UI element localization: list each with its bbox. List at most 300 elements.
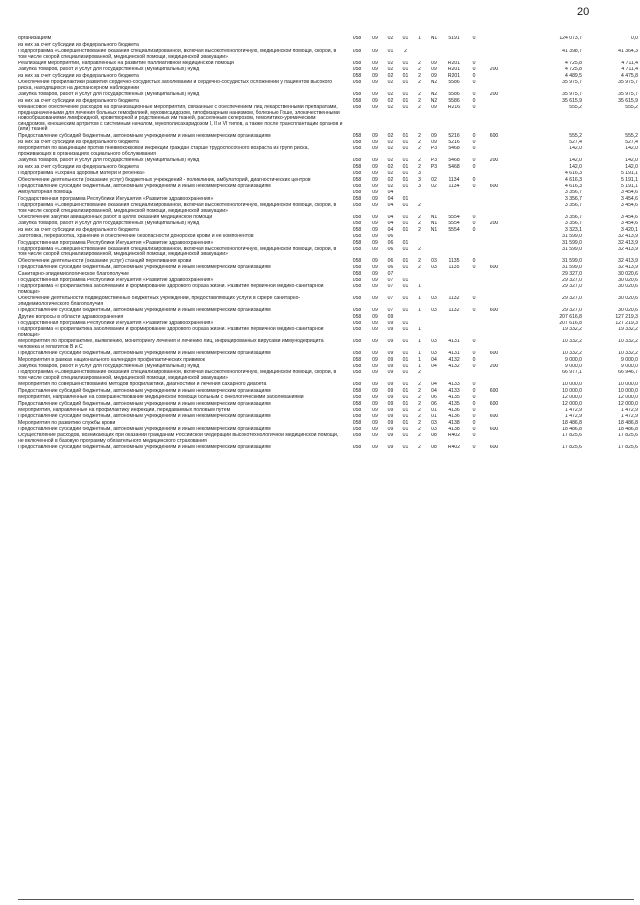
expense-type-code	[482, 105, 506, 134]
amount-year-1: 10 332,2	[562, 350, 582, 357]
expense-type-code	[482, 146, 506, 158]
row-name: Подпрограмма «Совершенствование оказания специализированной, включая высокотехнологичную, медицинской помощи, скорой, в том числе скорой специализированной, медицинской помощи, медицинской эвакуации»	[18, 246, 337, 258]
podrazdel-code: 09	[387, 370, 394, 376]
row-name: Государственная программа Республики Ингушетия «Развитие здравоохранения»	[18, 277, 214, 283]
ved-code: 058	[352, 240, 362, 246]
podrazdel-code: 04	[387, 196, 394, 202]
program-code: 01	[402, 445, 409, 451]
event-code: 03	[431, 350, 437, 357]
table-row	[18, 105, 638, 134]
amount-year-2: 555,2	[625, 133, 638, 139]
event-code: 09	[431, 60, 437, 67]
row-name: Государственная программа Республики Ингушетия «Развитие здравоохранения»	[18, 320, 214, 327]
table-row	[18, 80, 638, 92]
subprogram-code: 2	[418, 401, 421, 407]
row-name: Подпрограмма «Охрана здоровья матери и ребёнка»	[18, 170, 145, 177]
razdel-code: 09	[372, 177, 378, 183]
row-name: Мероприятия по совершенствованию методов профилактики, диагностики и лечения сахарного диабета	[18, 382, 267, 388]
razdel-code: 09	[372, 320, 378, 327]
extra-code: 0	[472, 445, 476, 451]
razdel-code: 09	[372, 339, 378, 345]
amount-year-1: 4 616,3	[565, 183, 582, 189]
event-code: 06	[431, 394, 437, 401]
subprogram-code: 2	[418, 394, 421, 401]
program-code: 01	[402, 295, 409, 302]
row-name: Мероприятия по вакцинации против пневмококковой инфекции граждан старше трудоспособного возраста из групп риска, проживающих в организациях социального обслуживания	[18, 146, 309, 158]
extra-code: 0	[472, 221, 476, 227]
direction-code	[442, 327, 466, 339]
razdel-code: 09	[372, 401, 378, 407]
amount-year-2: 3 454,6	[621, 196, 638, 202]
subprogram-code: 3	[418, 183, 421, 189]
amount-year-1: 35 615,9	[562, 98, 582, 104]
program-code: 01	[402, 327, 409, 333]
razdel-code: 09	[372, 283, 378, 290]
amount-year-1: 4 616,3	[565, 177, 582, 183]
subprogram-code: 3	[418, 170, 421, 177]
extra-code	[466, 247, 482, 259]
razdel-code: 09	[372, 48, 378, 55]
amount-year-1: 12 000,0	[562, 394, 582, 401]
razdel-code: 09	[372, 233, 378, 240]
amount-year-2: 32 413,9	[618, 264, 638, 271]
razdel-code: 09	[372, 139, 378, 146]
row-name: Подпрограмма «Совершенствование оказания специализированной, включая высокотехнологичную, медицинской помощи, скорой, в том числе скорой специализированной, медицинской помощи, медицинской эвакуации»	[18, 202, 337, 214]
podrazdel-code: 02	[387, 91, 394, 98]
expense-type-code: 600	[489, 388, 499, 394]
amount-year-2: 142,0	[625, 158, 638, 164]
amount-year-1: 9 000,0	[565, 357, 582, 363]
program-code: 01	[402, 139, 409, 146]
amount-year-1: 3 356,7	[565, 214, 582, 221]
extra-code: 0	[472, 426, 476, 433]
event-code: 09	[431, 67, 437, 73]
amount-year-1: 35 975,7	[562, 79, 582, 86]
amount-year-2: 35 975,7	[618, 79, 638, 86]
extra-code	[466, 370, 482, 382]
program-code: 2	[404, 48, 407, 55]
budget-table-body	[18, 36, 638, 451]
table-row	[18, 146, 638, 158]
subprogram-code: 2	[418, 60, 421, 67]
extra-code: 0	[472, 133, 476, 139]
table-row	[18, 296, 638, 308]
amount-year-2: 12 000,0	[618, 394, 638, 401]
row-name: Обеспечение закупки авиационных работ в целях оказания медицинской помощи	[18, 214, 213, 221]
program-code: 01	[402, 170, 409, 177]
amount-year-2: 5 191,1	[621, 177, 638, 183]
razdel-code: 09	[372, 258, 378, 264]
row-name: Государственная программа Республики Ингушетия «Развитие здравоохранения»	[18, 196, 214, 202]
ved-code: 058	[352, 139, 362, 146]
podrazdel-code: 04	[387, 214, 394, 221]
event-code: 03	[431, 258, 437, 264]
razdel-code: 09	[372, 295, 378, 302]
row-name: Мероприятия по профилактике, выявлению, мониторингу лечения и лечению лиц, инфицированных вирусами иммунодефицита человека и гепатитов В и С	[18, 339, 324, 350]
event-code: 03	[431, 339, 437, 345]
subprogram-code: 2	[418, 426, 421, 433]
razdel-code: 09	[372, 227, 378, 233]
program-code: 01	[402, 158, 409, 164]
subprogram-code: 2	[418, 264, 421, 271]
amount-year-1: 4 725,8	[565, 60, 582, 67]
amount-year-1: 10 000,0	[562, 382, 582, 388]
amount-year-1: 1 472,9	[565, 413, 582, 420]
subprogram-code: 1	[418, 363, 421, 370]
row-name: Закупка товаров, работ и услуг для государственных (муниципальных) нужд	[18, 91, 200, 98]
amount-year-1: 19 332,2	[562, 327, 582, 333]
extra-code: 0	[472, 139, 476, 146]
event-code: N1	[430, 214, 438, 221]
extra-code: 0	[472, 350, 476, 357]
direction-code: 1134	[448, 183, 460, 189]
razdel-code: 09	[372, 36, 378, 42]
podrazdel-code: 09	[387, 350, 394, 357]
extra-code: 0	[472, 104, 476, 110]
ved-code: 058	[352, 264, 362, 271]
ved-code: 058	[352, 79, 362, 86]
amount-year-2: 9 000,0	[621, 363, 638, 370]
expense-type-code: 600	[489, 264, 499, 271]
program-code: 01	[402, 214, 409, 221]
event-code: N1	[430, 221, 438, 227]
row-name: Подпрограмма «Совершенствование оказания специализированной, включая высокотехнологичную, медицинской помощи, скорой, в том числе скорой специализированной, медицинской помощи, медицинской эвакуации»	[18, 48, 337, 60]
extra-code: 0	[472, 36, 476, 42]
razdel-code: 09	[372, 202, 378, 209]
amount-year-2: 142,0	[625, 146, 638, 152]
subprogram-code: 2	[418, 246, 421, 252]
extra-code: 0	[472, 413, 476, 420]
row-name: Подпрограмма «Профилактика заболеваний и формирование здорового образа жизни. Развитие первичной медико-санитарной помощи»	[18, 283, 324, 295]
table-row	[18, 49, 638, 61]
ved-code: 058	[352, 350, 362, 357]
row-name: Подпрограмма «Совершенствование оказания специализированной, включая высокотехнологичную, медицинской помощи, скорой, в том числе скорой специализированной, медицинской помощи, медицинской эвакуации»	[18, 370, 337, 382]
expense-type-code	[482, 370, 506, 382]
extra-code: 0	[472, 339, 476, 345]
amount-year-1: 4 725,8	[565, 67, 582, 73]
amount-year-1: 18 486,8	[562, 426, 582, 433]
event-code: 03	[431, 307, 437, 314]
podrazdel-code: 09	[387, 382, 394, 388]
podrazdel-code: 09	[387, 445, 394, 451]
razdel-code: 09	[372, 407, 378, 413]
expense-type-code	[482, 247, 506, 259]
amount-year-2: 30 020,6	[618, 277, 638, 283]
row-name: Другие вопросы в области здравоохранения	[18, 314, 124, 320]
event-code: P3	[430, 164, 438, 170]
subprogram-code: 2	[418, 388, 421, 394]
amount-year-1: 29 327,0	[562, 283, 582, 290]
row-name: Закупка товаров, работ и услуг для государственных (муниципальных) нужд	[18, 221, 200, 227]
amount-year-2: 10 000,0	[618, 382, 638, 388]
amount-year-1: 3 356,7	[565, 221, 582, 227]
direction-code: 4135	[448, 401, 460, 407]
row-name: из них за счет субсидии из федерального бюджета	[18, 139, 139, 146]
program-code: 01	[402, 258, 409, 264]
subprogram-code: 1	[418, 357, 421, 363]
razdel-code: 09	[372, 357, 378, 363]
direction-code: 5586	[448, 79, 460, 86]
direction-code: 5554	[448, 214, 460, 221]
program-code: 01	[402, 388, 409, 394]
razdel-code: 09	[372, 394, 378, 401]
amount-year-2: 30 020,6	[618, 307, 638, 314]
subprogram-code: 1	[418, 327, 421, 333]
program-code: 01	[402, 98, 409, 104]
row-name: Предоставление субсидий бюджетным, автономным учреждениям и иным некоммерческим организациям	[18, 413, 271, 420]
event-code	[426, 203, 442, 215]
ved-code: 058	[352, 246, 362, 252]
ved-code: 058	[352, 283, 362, 290]
amount-year-1: 142,0	[569, 158, 582, 164]
row-name: Предоставление субсидий бюджетным, автономным учреждениям и иным некоммерческим организациям	[18, 426, 271, 433]
expense-type-code: 200	[489, 91, 499, 98]
subprogram-code: 2	[418, 221, 421, 227]
direction-code: 4132	[448, 357, 460, 363]
ved-code: 058	[352, 60, 362, 67]
subprogram-code: 2	[418, 227, 421, 233]
extra-code: 0	[472, 73, 476, 79]
razdel-code: 09	[372, 445, 378, 451]
table-row	[18, 327, 638, 339]
ved-code: 058	[352, 73, 362, 79]
amount-year-1: 527,4	[569, 139, 582, 146]
extra-code: 0	[472, 433, 476, 439]
podrazdel-code: 02	[387, 158, 394, 164]
podrazdel-code: 09	[387, 420, 394, 426]
amount-year-2: 18 486,8	[618, 426, 638, 433]
row-name: из них за счет субсидии из федерального бюджета	[18, 42, 139, 48]
podrazdel-code: 09	[387, 314, 394, 320]
expense-type-code	[482, 284, 506, 296]
event-code: 04	[431, 382, 437, 388]
direction-code: R201	[447, 67, 461, 73]
ved-code: 058	[352, 170, 362, 177]
amount-year-1: 3 356,7	[565, 189, 582, 196]
amount-year-1: 31 599,0	[562, 264, 582, 271]
subprogram-code: 2	[418, 433, 421, 439]
ved-code: 058	[352, 426, 362, 433]
razdel-code: 09	[372, 158, 378, 164]
row-name: из них за счет субсидии из федерального бюджета	[18, 98, 139, 104]
ved-code: 058	[352, 413, 362, 420]
row-name: Подпрограмма «Профилактика заболеваний и формирование здорового образа жизни. Развитие первичной медико-санитарной помощи»	[18, 327, 324, 339]
subprogram-code: 2	[418, 258, 421, 264]
subprogram-code: 2	[418, 67, 421, 73]
extra-code: 0	[472, 146, 476, 152]
ved-code: 058	[352, 307, 362, 314]
page-number: 20	[577, 6, 590, 18]
razdel-code: 09	[372, 196, 378, 202]
extra-code	[466, 284, 482, 296]
amount-year-2: 5 191,1	[621, 183, 638, 189]
amount-year-2: 4 711,4	[621, 67, 638, 73]
expense-type-code: 600	[489, 133, 499, 139]
direction-code: 4136	[448, 413, 460, 420]
amount-year-1: 10 000,0	[562, 388, 582, 394]
podrazdel-code: 06	[387, 233, 394, 240]
razdel-code: 09	[372, 350, 378, 357]
program-code: 01	[402, 320, 409, 327]
event-code: 03	[431, 420, 437, 426]
table-row	[18, 433, 638, 445]
amount-year-1: 29 327,0	[562, 295, 582, 302]
event-code: P3	[430, 158, 438, 164]
ved-code: 058	[352, 91, 362, 98]
ved-code: 058	[352, 48, 362, 55]
event-code: 09	[431, 73, 437, 79]
amount-year-1: 12 000,0	[562, 401, 582, 407]
ved-code: 058	[352, 67, 362, 73]
direction-code: 5468	[448, 164, 460, 170]
amount-year-1: 10 332,2	[562, 339, 582, 345]
program-code: 01	[402, 79, 409, 86]
ved-code: 058	[352, 164, 362, 170]
podrazdel-code: 01	[387, 48, 394, 55]
amount-year-2: 66 946,7	[618, 370, 638, 376]
amount-year-2: 35 615,9	[618, 98, 638, 104]
program-code: 01	[402, 133, 409, 139]
direction-code	[442, 49, 466, 61]
amount-year-2: 0,0	[630, 36, 638, 42]
amount-year-2: 4 475,8	[621, 73, 638, 79]
amount-year-2: 30 020,6	[618, 283, 638, 290]
table-row	[18, 284, 638, 296]
amount-year-1: 18 486,8	[562, 420, 582, 426]
amount-year-1: 3 323,1	[565, 227, 582, 233]
amount-year-1: 29 327,0	[562, 307, 582, 314]
ved-code: 058	[352, 36, 362, 42]
event-code: 03	[431, 295, 437, 302]
direction-code	[442, 370, 466, 382]
amount-year-2: 3 420,1	[621, 227, 638, 233]
razdel-code: 09	[372, 433, 378, 439]
podrazdel-code: 04	[387, 227, 394, 233]
event-code	[426, 49, 442, 61]
row-name: Предоставление субсидий бюджетным, автономным учреждениям и иным некоммерческим организациям	[18, 445, 271, 451]
direction-code: 4133	[448, 388, 460, 394]
amount-year-1: 207 616,8	[559, 314, 582, 320]
razdel-code: 09	[372, 240, 378, 246]
amount-year-2: 18 486,8	[618, 420, 638, 426]
event-code	[426, 370, 442, 382]
subprogram-code: 2	[418, 445, 421, 451]
row-name: из них за счет субсидии из федерального бюджета	[18, 164, 139, 170]
program-code: 01	[402, 401, 409, 407]
amount-year-2: 17 825,6	[618, 445, 638, 451]
program-code: 01	[402, 240, 409, 246]
program-code: 01	[402, 394, 409, 401]
amount-year-1: 9 000,0	[565, 363, 582, 370]
event-code: 04	[431, 388, 437, 394]
amount-year-1: 31 599,0	[562, 258, 582, 264]
razdel-code: 09	[372, 363, 378, 370]
ved-code: 058	[352, 104, 362, 110]
subprogram-code: 2	[418, 133, 421, 139]
amount-year-1: 207 616,8	[559, 320, 582, 327]
event-code: P3	[430, 146, 438, 152]
event-code: 09	[431, 139, 437, 146]
event-code: N2	[430, 91, 438, 98]
amount-year-2: 1 472,9	[621, 407, 638, 413]
event-code	[426, 284, 442, 296]
direction-code: 5586	[448, 98, 460, 104]
podrazdel-code: 09	[387, 339, 394, 345]
program-code: 01	[402, 221, 409, 227]
podrazdel-code: 09	[387, 320, 394, 327]
ved-code: 058	[352, 196, 362, 202]
razdel-code: 09	[372, 67, 378, 73]
direction-code: 5216	[448, 139, 460, 146]
razdel-code: 09	[372, 73, 378, 79]
direction-code: 4136	[448, 407, 460, 413]
extra-code: 0	[472, 420, 476, 426]
subprogram-code: 1	[418, 339, 421, 345]
event-code: 09	[431, 133, 437, 139]
razdel-code: 09	[372, 98, 378, 104]
ved-code: 058	[352, 370, 362, 376]
amount-year-1: 142,0	[569, 146, 582, 152]
row-name: Обеспечение деятельности (оказание услуг) станций переливания крови	[18, 258, 192, 264]
ved-code: 058	[352, 433, 362, 439]
row-name: Финансовое обеспечение расходов на организационные мероприятия, связанные с обеспечением лиц лекарственными препаратами, предназначенными для лечения больных гемофилией, муковисцидозом, гипофизарным нанизмом, болезнью Гоше, злокачественными новообразованиями лимфоидной, кроветворной и родственных им тканей, рассеянным склерозом, гемолитико-уремическим синдромом, юношеским артритом с системным началом, мукополисахаридозом I, II и VI типов, а также после трансплантации органов и (или) тканей	[18, 104, 343, 133]
subprogram-code: 2	[418, 420, 421, 426]
direction-code: 4138	[448, 420, 460, 426]
extra-code: 0	[472, 363, 476, 370]
amount-year-2: 35 975,7	[618, 91, 638, 98]
expense-type-code: 200	[489, 221, 499, 227]
event-code: 04	[431, 363, 437, 370]
event-code: 02	[431, 177, 437, 183]
expense-type-code: 600	[489, 401, 499, 407]
row-name: Мероприятия по развитию службы крови	[18, 420, 116, 426]
ved-code: 058	[352, 394, 362, 401]
subprogram-code: 2	[418, 73, 421, 79]
amount-year-1: 29 327,0	[562, 271, 582, 277]
event-code: 03	[431, 426, 437, 433]
event-code: 01	[431, 407, 437, 413]
event-code: 01	[431, 413, 437, 420]
razdel-code: 09	[372, 91, 378, 98]
table-row	[18, 203, 638, 215]
razdel-code: 09	[372, 183, 378, 189]
direction-code: 4135	[448, 394, 460, 401]
podrazdel-code: 04	[387, 189, 394, 196]
podrazdel-code: 06	[387, 258, 394, 264]
ved-code: 058	[352, 314, 362, 320]
amount-year-2: 5 191,1	[621, 170, 638, 177]
ved-code: 058	[352, 233, 362, 240]
amount-year-2: 127 219,3	[615, 320, 638, 327]
razdel-code: 09	[372, 170, 378, 177]
row-name: Закупка товаров, работ и услуг для государственных (муниципальных) нужд	[18, 158, 200, 164]
event-code: N2	[430, 98, 438, 104]
event-code: 06	[431, 401, 437, 407]
subprogram-code: 2	[418, 79, 421, 86]
program-code: 01	[402, 177, 409, 183]
razdel-code: 09	[372, 327, 378, 333]
amount-year-2: 30 020,6	[618, 271, 638, 277]
expense-type-code	[482, 433, 506, 445]
subprogram-code: 2	[418, 146, 421, 152]
direction-code: 4131	[448, 350, 460, 357]
row-name: из них за счет субсидии из федерального бюджета	[18, 227, 139, 233]
subprogram-code: 1	[418, 295, 421, 302]
subprogram-code	[413, 49, 426, 61]
podrazdel-code: 09	[387, 413, 394, 420]
direction-code: 5554	[448, 221, 460, 227]
program-code: 01	[402, 227, 409, 233]
